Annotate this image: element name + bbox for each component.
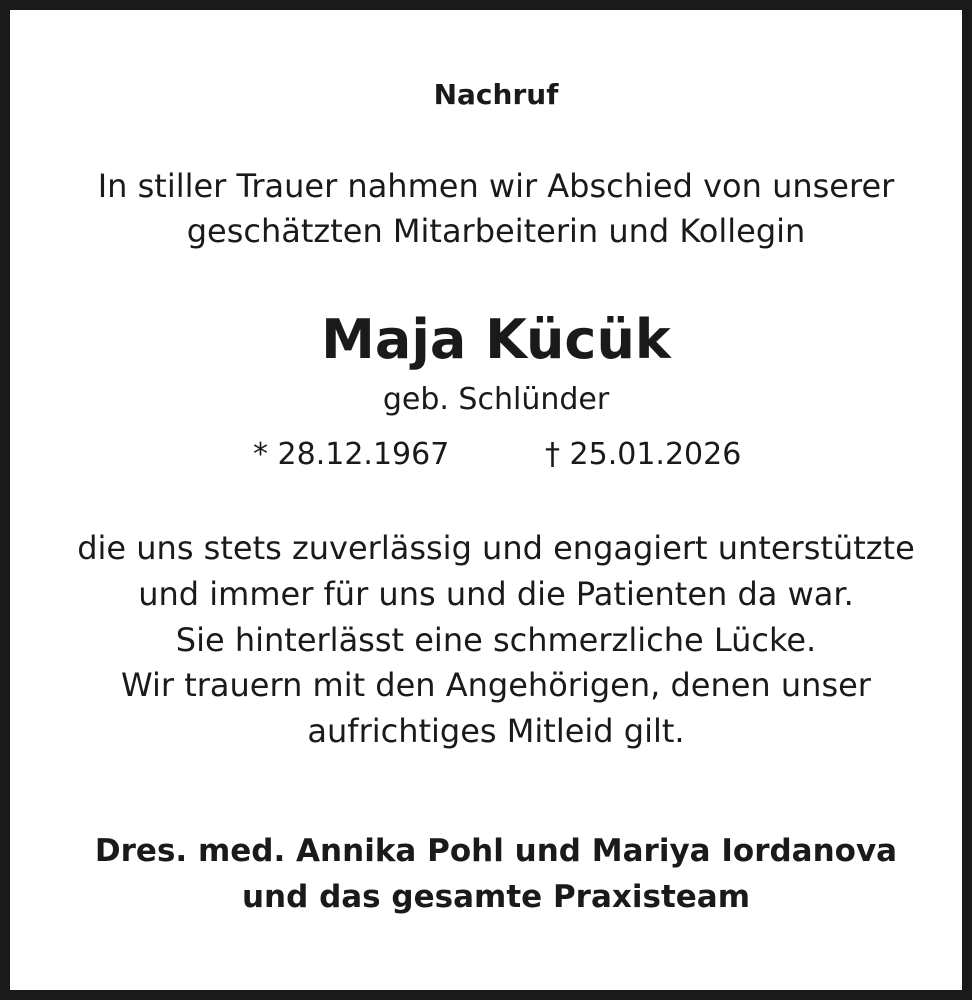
signature-line-2: und das gesamte Praxisteam [241, 879, 751, 915]
signature-line-1: Dres. med. Annika Pohl und Mariya Iordanova [94, 833, 898, 869]
intro-line-1: In stiller Trauer nahmen wir Abschied von unserer [97, 167, 895, 205]
notice-heading: Nachruf [433, 78, 559, 111]
body-line-2: und immer für uns und die Patienten da war. [138, 575, 854, 613]
maiden-name: geb. Schlünder [382, 382, 610, 417]
deceased-name: Maja Kücük [321, 308, 671, 371]
body-line-5: aufrichtiges Mitleid gilt. [307, 712, 685, 750]
intro-line-2: geschätzten Mitarbeiterin und Kollegin [186, 212, 806, 250]
birth-date: * 28.12.1967 [253, 437, 450, 472]
body-line-3: Sie hinterlässt eine schmerzliche Lücke. [175, 621, 817, 659]
body-line-1: die uns stets zuverlässig und engagiert unterstützte [77, 529, 915, 567]
death-date: † 25.01.2026 [545, 437, 742, 472]
body-line-4: Wir trauern mit den Angehörigen, denen unser [121, 666, 871, 704]
life-dates [10, 437, 972, 480]
